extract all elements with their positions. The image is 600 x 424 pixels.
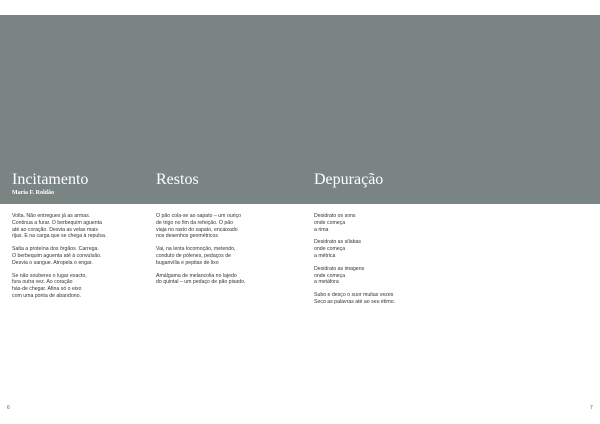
verse-line: Desidrato as imagens <box>314 265 365 272</box>
stanza <box>314 213 454 233</box>
verse-line: hás-de chegar. Afina só o eixo <box>12 286 82 293</box>
page-number-right: 7 <box>590 405 593 411</box>
verse-line: O berbequim aguenta até à convulsão. <box>12 252 102 259</box>
verse-line: a rima <box>314 226 329 233</box>
stanza <box>156 246 296 266</box>
page-number-left: 6 <box>7 405 10 411</box>
verse-line: do quintal – um pedaço de pão pisado. <box>156 279 246 286</box>
verse-line: O pão cola-se ao sapato – um ouriço <box>156 213 242 219</box>
verse-line: Desvia o sangue. Atropela o engar. <box>12 259 93 266</box>
stanza <box>314 292 454 306</box>
poem-body-depuracao <box>314 213 454 312</box>
verse-line: Volta. Não entregues já as armas. <box>12 213 91 219</box>
verse-line: Salta a proteína dos ôrgãos. Carrega. <box>12 246 99 253</box>
poem-title-restos: Restos <box>156 171 199 188</box>
stanza <box>156 273 296 287</box>
verse-line: de trigo no fim da refeição. O pão <box>156 219 233 226</box>
poem-author: Maria F. Roldão <box>12 190 54 196</box>
verse-line: a métrica <box>314 252 336 259</box>
stanza <box>12 213 152 240</box>
verse-line: com uma ponta de abandono. <box>12 292 81 299</box>
header-banner <box>0 15 600 204</box>
stanza <box>156 213 296 240</box>
verse-line: Continua a furar. O berbequim aguenta <box>12 219 102 226</box>
verse-line: onde começa <box>314 246 346 253</box>
verse-line: Vai, na lenta locomoção, metendo, <box>156 246 236 253</box>
verse-line: Amálgama de melancolia no lajedo <box>156 272 237 279</box>
verse-line: Seco as palavras até ao seu étimo. <box>314 298 396 305</box>
verse-line: viaja no rasto do sapato, encaixado <box>156 226 238 233</box>
verse-line: onde começa <box>314 272 346 279</box>
stanza <box>314 239 454 259</box>
poem-body-incitamento <box>12 213 152 306</box>
verse-line: Subo e desço o suor muitas vezes <box>314 292 394 299</box>
verse-line: onde começa <box>314 219 346 226</box>
poem-title-depuracao: Depuração <box>314 171 384 188</box>
poem-body-restos <box>156 213 296 292</box>
verse-line: até ao coração. Desvia as velas mais <box>12 226 98 233</box>
verse-line: Desidrato as sílabas <box>314 239 361 246</box>
stanza <box>12 246 152 266</box>
verse-line: Se não souberes o lugar exacto, <box>12 272 87 279</box>
verse-line: Desidrato os sons <box>314 213 356 219</box>
verse-line: a metáfora <box>314 279 339 286</box>
verse-line: fura outra vez. Ao coração <box>12 279 73 286</box>
stanza <box>314 266 454 286</box>
verse-line: nos desenhos geométricos <box>156 233 218 240</box>
verse-line: conduto de pólenes, pedaços de <box>156 252 231 259</box>
verse-line: rijas. E na carga que se chega à repulsa. <box>12 233 107 240</box>
poem-title-incitamento: Incitamento <box>12 171 89 188</box>
stanza <box>12 273 152 300</box>
verse-line: buganvília e pepitas de lixo <box>156 259 219 266</box>
